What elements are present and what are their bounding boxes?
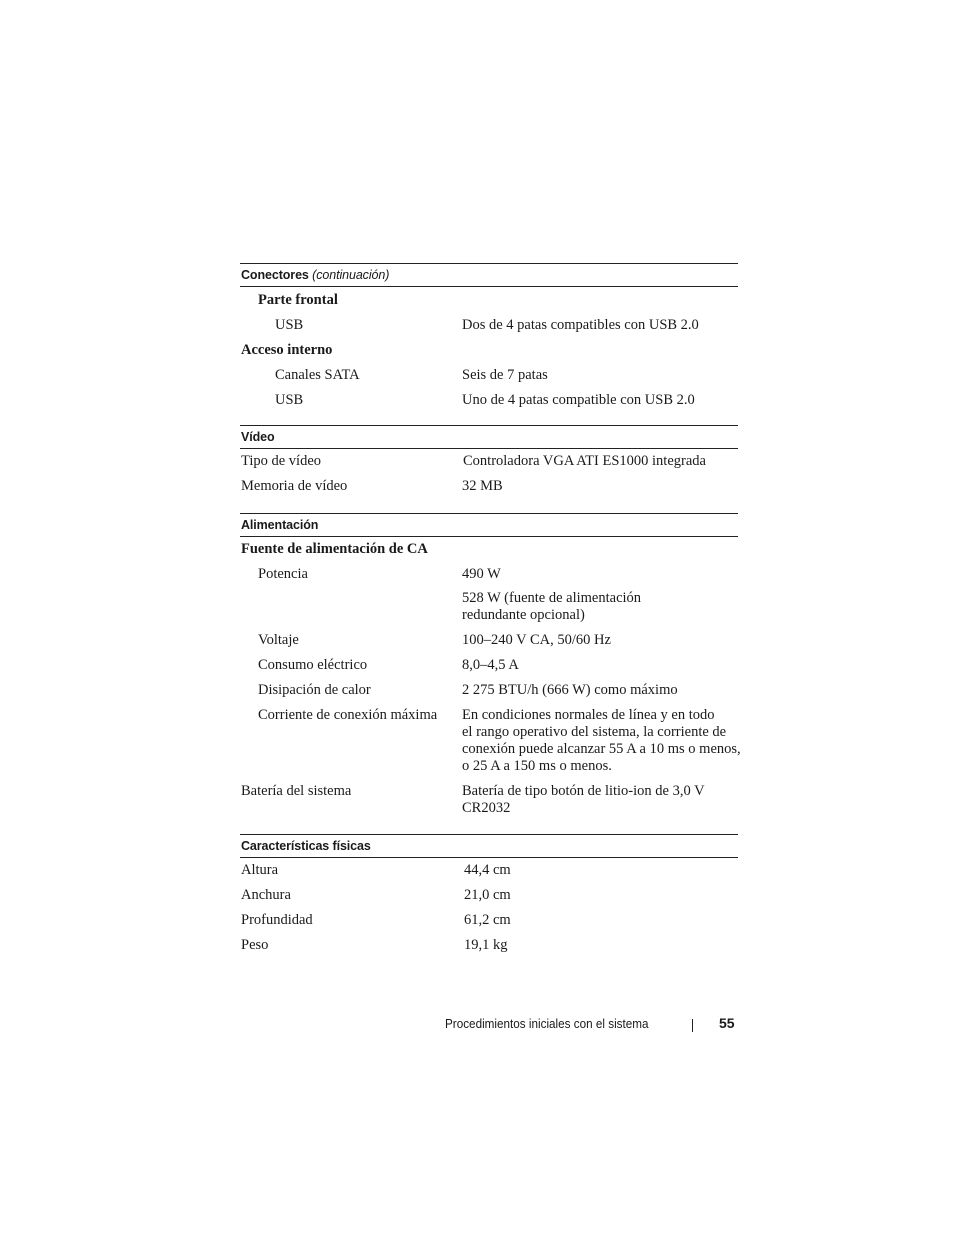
spec-label: Voltaje bbox=[258, 632, 299, 648]
spec-label: Memoria de vídeo bbox=[241, 478, 348, 494]
section-video bbox=[240, 425, 738, 503]
value-line: o 25 A a 150 ms o menos. bbox=[462, 758, 612, 774]
spec-label: Tipo de vídeo bbox=[241, 453, 322, 469]
spec-value bbox=[462, 707, 742, 775]
spec-label: Disipación de calor bbox=[258, 682, 371, 698]
section-header bbox=[240, 425, 738, 449]
spec-label: USB bbox=[275, 317, 304, 333]
spec-value: Seis de 7 patas bbox=[462, 367, 548, 383]
spec-row bbox=[240, 657, 738, 682]
spec-row bbox=[240, 707, 741, 783]
section-header bbox=[240, 263, 738, 287]
spec-value: Dos de 4 patas compatibles con USB 2.0 bbox=[462, 317, 699, 333]
spec-row bbox=[240, 632, 738, 657]
value-line: En condiciones normales de línea y en todo bbox=[462, 707, 715, 723]
spec-value: Uno de 4 patas compatible con USB 2.0 bbox=[462, 392, 695, 408]
spec-label: Anchura bbox=[241, 887, 291, 903]
value-line: Batería de tipo botón de litio-ion de 3,0 V bbox=[462, 783, 705, 799]
section-title: Características físicas bbox=[241, 839, 371, 853]
footer-separator bbox=[692, 1019, 693, 1032]
spec-value: 32 MB bbox=[462, 478, 503, 494]
section-title: Alimentación bbox=[241, 518, 319, 532]
spec-label: Corriente de conexión máxima bbox=[258, 707, 438, 723]
value-line: conexión puede alcanzar 55 A a 10 ms o menos, bbox=[462, 741, 741, 757]
page-number: 55 bbox=[719, 1015, 735, 1031]
spec-row bbox=[240, 937, 738, 962]
spec-value: 2 275 BTU/h (666 W) como máximo bbox=[462, 682, 678, 698]
spec-label: Consumo eléctrico bbox=[258, 657, 368, 673]
spec-row bbox=[240, 342, 738, 367]
value-line: redundante opcional) bbox=[462, 607, 585, 623]
spec-row bbox=[240, 541, 738, 566]
section-title-suffix: (continuación) bbox=[312, 268, 390, 282]
section-header bbox=[240, 513, 738, 537]
section-fisicas bbox=[240, 834, 738, 962]
section-title: Vídeo bbox=[241, 430, 275, 444]
spec-value bbox=[462, 783, 742, 817]
spec-label: USB bbox=[275, 392, 304, 408]
spec-value: 44,4 cm bbox=[464, 862, 511, 878]
section-conectores bbox=[240, 263, 738, 417]
spec-label: Fuente de alimentación de CA bbox=[241, 541, 428, 557]
spec-row bbox=[240, 566, 738, 590]
section-title: Conectores bbox=[241, 268, 309, 282]
spec-value bbox=[462, 590, 742, 624]
spec-value: 61,2 cm bbox=[464, 912, 511, 928]
spec-label: Canales SATA bbox=[275, 367, 360, 383]
spec-label: Parte frontal bbox=[258, 292, 338, 308]
spec-row bbox=[240, 682, 738, 707]
spec-row bbox=[240, 292, 738, 317]
spec-value: 8,0–4,5 A bbox=[462, 657, 519, 673]
spec-row bbox=[240, 783, 738, 825]
spec-row bbox=[240, 317, 738, 342]
spec-row bbox=[240, 862, 738, 887]
section-header bbox=[240, 834, 738, 858]
spec-value: 21,0 cm bbox=[464, 887, 511, 903]
value-line: CR2032 bbox=[462, 800, 511, 816]
spec-row bbox=[240, 912, 738, 937]
spec-row bbox=[240, 590, 738, 632]
spec-row bbox=[240, 887, 738, 912]
value-line: 528 W (fuente de alimentación bbox=[462, 590, 642, 606]
value-line: el rango operativo del sistema, la corriente de bbox=[462, 724, 727, 740]
spec-row bbox=[240, 478, 738, 503]
spec-label: Profundidad bbox=[241, 912, 313, 928]
spec-value: Controladora VGA ATI ES1000 integrada bbox=[463, 453, 706, 469]
spec-value: 100–240 V CA, 50/60 Hz bbox=[462, 632, 611, 648]
spec-row bbox=[240, 367, 738, 392]
spec-row bbox=[240, 453, 738, 478]
spec-label: Batería del sistema bbox=[241, 783, 352, 799]
section-alimentacion bbox=[240, 513, 741, 825]
spec-label: Peso bbox=[241, 937, 269, 953]
spec-row bbox=[240, 392, 738, 417]
spec-value: 490 W bbox=[462, 566, 501, 582]
footer-title: Procedimientos iniciales con el sistema bbox=[445, 1016, 649, 1031]
spec-label: Acceso interno bbox=[241, 342, 333, 358]
spec-value: 19,1 kg bbox=[464, 937, 508, 953]
spec-label: Potencia bbox=[258, 566, 308, 582]
spec-label: Altura bbox=[241, 862, 279, 878]
